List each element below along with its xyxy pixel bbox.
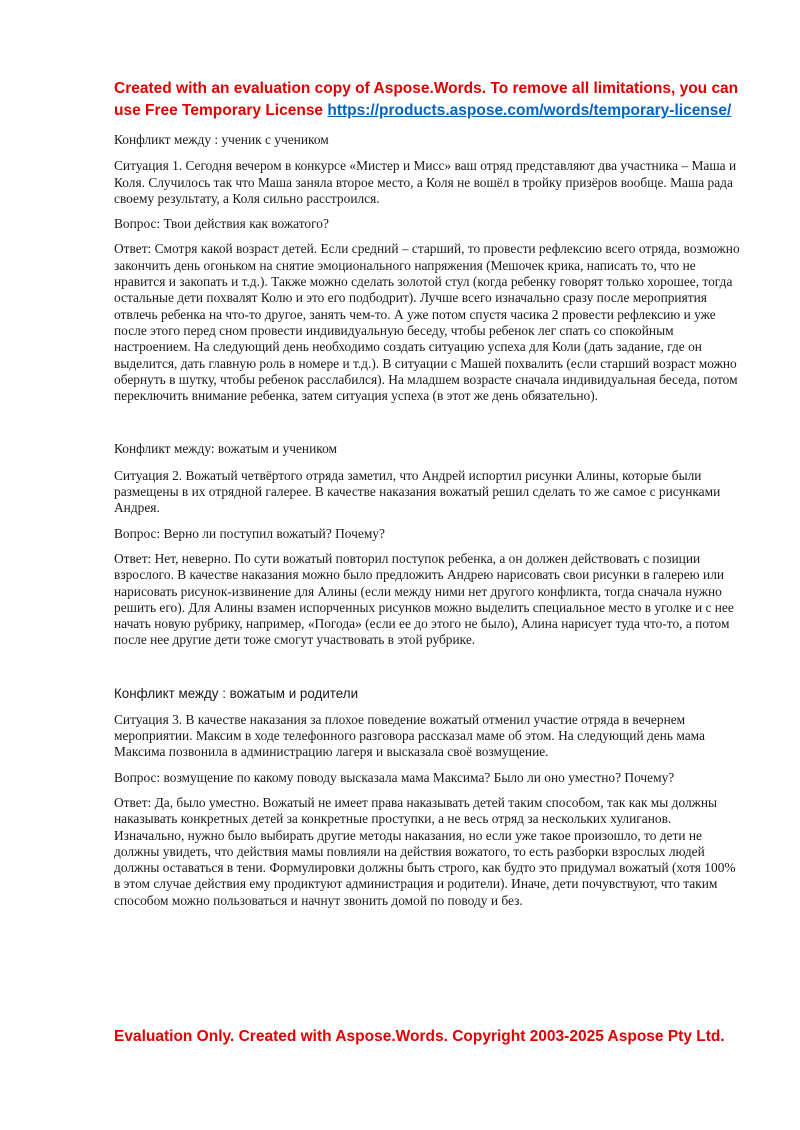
section1-heading: Конфликт между : ученик с учеником xyxy=(114,132,329,147)
section2-situation: Ситуация 2. Вожатый четвёртого отряда заметил, что Андрей испортил рисунки Алины, которые были размещены в их отрядной галерее. В качестве наказания вожатый решил сделать то же самое с рисунками Андрея. xyxy=(114,467,721,516)
evaluation-footer: Evaluation Only. Created with Aspose.Words. Copyright 2003-2025 Aspose Pty Ltd. xyxy=(114,1028,725,1045)
section1-situation: Ситуация 1. Сегодня вечером в конкурсе «Мистер и Мисс» ваш отряд представляют два участника – Маша и Коля. Случилось так что Маша заняла второе место, а Коля не вошёл в тройку призёров вообще. Маша рада своему результату, а Коля сильно расстроился. xyxy=(114,158,737,206)
section2-question: Вопрос: Верно ли поступил вожатый? Почему? xyxy=(114,525,385,541)
section3-situation: Ситуация 3. В качестве наказания за плохое поведение вожатый отменил участие отряда в вечернем мероприятии. Максим в ходе телефонного разговора рассказал маме об этом. На следующий день мама Максима позвонила в администрацию лагеря и высказала своё возмущение. xyxy=(114,711,705,760)
temporary-license-link[interactable]: https://products.aspose.com/words/temporary-license/ xyxy=(327,102,732,119)
section1-answer: Ответ: Смотря какой возраст детей. Если средний – старший, то провести рефлексию всего отряда, возможно закончить день огоньком на снятие эмоционального напряжения (Мешочек крика, написать то, что не нравится и закопать и т.д.). Также можно сделать золотой стул (когда ребенку говорят только хорошее, тогда остальные дети похвалят Колю и это его подбодрит). Лучше всего изначально сразу после мероприятия отвлечь ребенка на что-то другое, занять чем-то. А уже потом спустя часика 2 провести рефлексию и уже после этого перед сном провести индивидуальную беседу, чтобы ребенок лег спать со спокойным настроением. На следующий день необходимо создать ситуацию успеха для Коли (дать задание, где он выделится, дать главную роль в номере и т.д.). В ситуации с Машей похвалить (если старший возраст можно обернуть в шутку, чтобы ребенок расслабился). На младшем возрасте сначала индивидуальная беседа, потом переключить внимание ребенка, затем ситуация успеха (в этот же день обязательно). xyxy=(114,241,740,404)
section3-answer: Ответ: Да, было уместно. Вожатый не имеет права наказывать детей таким способом, так как мы должны наказывать конкретных детей за конкретные проступки, а не весь отряд за нескольких хулиганов. Изначально, нужно было выбирать другие методы наказания, но если уже такое произошло, то дети не должны увидеть, что действия мамы повлияли на действия вожатого, то есть разборки взрослых людей должны оставаться в тени. Формулировки должны быть строго, как будто это придумал вожатый (хотя 100% в этом случае действия ему продиктуют администрация и родители). Иначе, дети почувствуют, что таким способом можно пользоваться и начнут звонить домой по поводу и без. xyxy=(114,794,736,908)
section3-heading: Конфликт между : вожатым и родители xyxy=(114,685,359,701)
section2-heading: Конфликт между: вожатым и учеником xyxy=(114,441,337,457)
evaluation-notice xyxy=(114,78,744,122)
section3-question: Вопрос: возмущение по какому поводу высказала мама Максима? Было ли оно уместно? Почему? xyxy=(114,769,675,785)
section2-answer: Ответ: Нет, неверно. По сути вожатый повторил поступок ребенка, а он должен действовать с позиции взрослого. В качестве наказания можно было предложить Андрею нарисовать свои рисунки в галерею или нарисовать рисунок-извинение для Алины (если между ними нет другого конфликта, тогда сначала нужно решить его). Для Алины взамен испорченных рисунков можно выделить специальное место в уголке и с нее начать новую рубрику, например, «Погода» (если ее до этого не было), Алина нарисует туда что-то, а потом после нее другие дети тоже смогут участвовать в этой рубрике. xyxy=(114,550,734,648)
section-spacer xyxy=(114,658,744,686)
evaluation-notice-text: Created with an evaluation copy of Aspose.Words. To remove all limitations, you can use Free Temporary License xyxy=(114,80,739,119)
section-spacer xyxy=(114,413,744,441)
section1-question: Вопрос: Твои действия как вожатого? xyxy=(114,216,329,232)
